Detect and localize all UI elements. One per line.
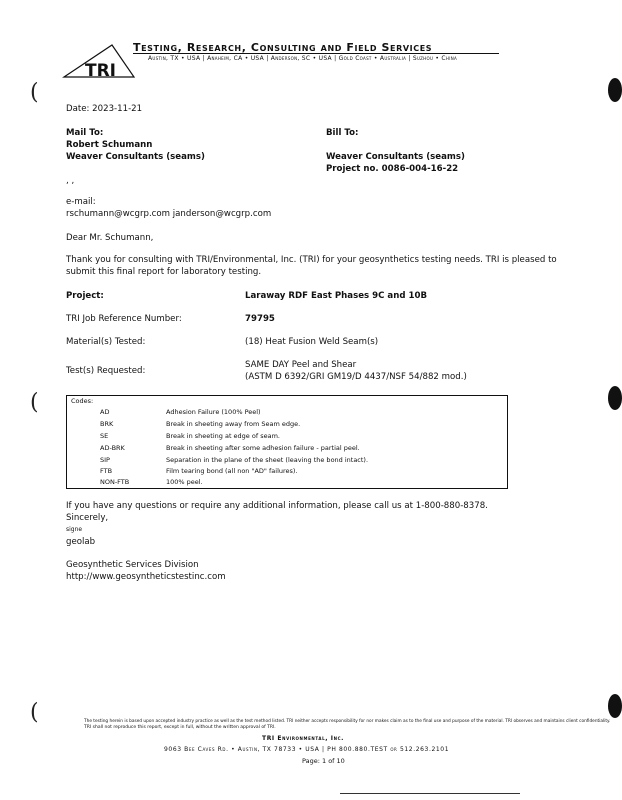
tri-logo: [64, 44, 134, 80]
website-link[interactable]: http://www.geosyntheticstestinc.com: [66, 572, 226, 582]
signer-name: geolab: [66, 537, 96, 547]
tri-logo-text: TRI: [85, 61, 117, 81]
intro-line-2: submit this final report for laboratory testing.: [66, 267, 262, 277]
mail-to-label: Mail To:: [66, 128, 104, 138]
footer-disclaimer-1: The testing herein is based upon accepted industry practice as well as the test method listed. TRI neither accepts responsibility for nor makes claim as to the final use and purpose of the material. TRI observes and maintains client confidentiality.: [84, 719, 611, 724]
code-desc: Adhesion Failure (100% Peel): [166, 408, 261, 416]
material-value: (18) Heat Fusion Weld Seam(s): [245, 337, 379, 347]
job-ref-value: 79795: [245, 314, 275, 324]
footer-rule: [340, 793, 520, 794]
code-desc: 100% peel.: [166, 478, 203, 486]
intro-line-1: Thank you for consulting with TRI/Environmental, Inc. (TRI) for your geosynthetics testing needs. TRI is pleased to: [66, 255, 557, 265]
code-desc: Film tearing bond (all non "AD" failures).: [166, 467, 298, 475]
footer-page-number: Page: 1 of 10: [302, 757, 345, 765]
punch-hole-bottom: [608, 694, 622, 718]
binding-mark-bottom: (: [30, 700, 39, 725]
tests-value-2: (ASTM D 6392/GRI GM19/D 4437/NSF 54/882 mod.): [245, 372, 467, 382]
code-key: FTB: [100, 467, 113, 475]
code-desc: Separation in the plane of the sheet (leaving the bond intact).: [166, 456, 369, 464]
email-label: e-mail:: [66, 197, 96, 207]
bill-to-company: Weaver Consultants (seams): [326, 152, 465, 162]
material-label: Material(s) Tested:: [66, 337, 146, 347]
binding-mark-top: (: [30, 80, 39, 105]
code-key: AD: [100, 408, 110, 416]
email-value[interactable]: rschumann@wcgrp.com janderson@wcgrp.com: [66, 209, 272, 219]
codes-box: [66, 395, 508, 489]
binding-mark-middle: (: [30, 390, 39, 415]
code-desc: Break in sheeting after some adhesion failure - partial peel.: [166, 444, 360, 452]
punch-hole-middle: [608, 386, 622, 410]
footer-address: 9063 Bee Caves Rd. • Austin, TX 78733 • USA | PH 800.880.TEST or 512.263.2101: [164, 746, 450, 753]
job-ref-label: TRI Job Reference Number:: [66, 314, 182, 324]
salutation: Dear Mr. Schumann,: [66, 233, 154, 243]
bill-to-label: Bill To:: [326, 128, 359, 138]
signature-label: signe: [66, 526, 83, 533]
mail-to-company: Weaver Consultants (seams): [66, 152, 205, 162]
tests-value-1: SAME DAY Peel and Shear: [245, 360, 357, 370]
sincerely: Sincerely,: [66, 513, 109, 523]
code-key: NON-FTB: [100, 478, 130, 486]
project-value: Laraway RDF East Phases 9C and 10B: [245, 291, 427, 301]
codes-title: Codes:: [71, 397, 94, 405]
division-name: Geosynthetic Services Division: [66, 560, 199, 570]
mail-to-name: Robert Schumann: [66, 140, 153, 150]
questions-line: If you have any questions or require any additional information, please call us at 1-800-880-8378.: [66, 501, 488, 511]
project-label: Project:: [66, 291, 104, 301]
tests-label: Test(s) Requested:: [66, 366, 146, 376]
code-key: AD-BRK: [100, 444, 125, 452]
report-date: Date: 2023-11-21: [66, 104, 143, 114]
code-key: BRK: [100, 420, 114, 428]
mail-to-address: , ,: [66, 176, 75, 186]
bill-to-project-no: Project no. 0086-004-16-22: [326, 164, 459, 174]
footer-company: TRI Environmental, Inc.: [262, 735, 344, 742]
code-key: SE: [100, 432, 109, 440]
punch-hole-top: [608, 78, 622, 102]
company-title: Testing, Research, Consulting and Field Services: [133, 41, 433, 54]
code-key: SIP: [100, 456, 110, 464]
footer-disclaimer-2: TRI shall not reproduce this report, except in full, without the written approval of TRI.: [84, 725, 276, 730]
code-desc: Break in sheeting away from Seam edge.: [166, 420, 301, 428]
code-desc: Break in sheeting at edge of seam.: [166, 432, 280, 440]
header-rule: [133, 53, 499, 54]
company-locations: Austin, TX • USA | Anaheim, CA • USA | Anderson, SC • USA | Gold Coast • Australia | Suzhou • China: [148, 55, 458, 62]
